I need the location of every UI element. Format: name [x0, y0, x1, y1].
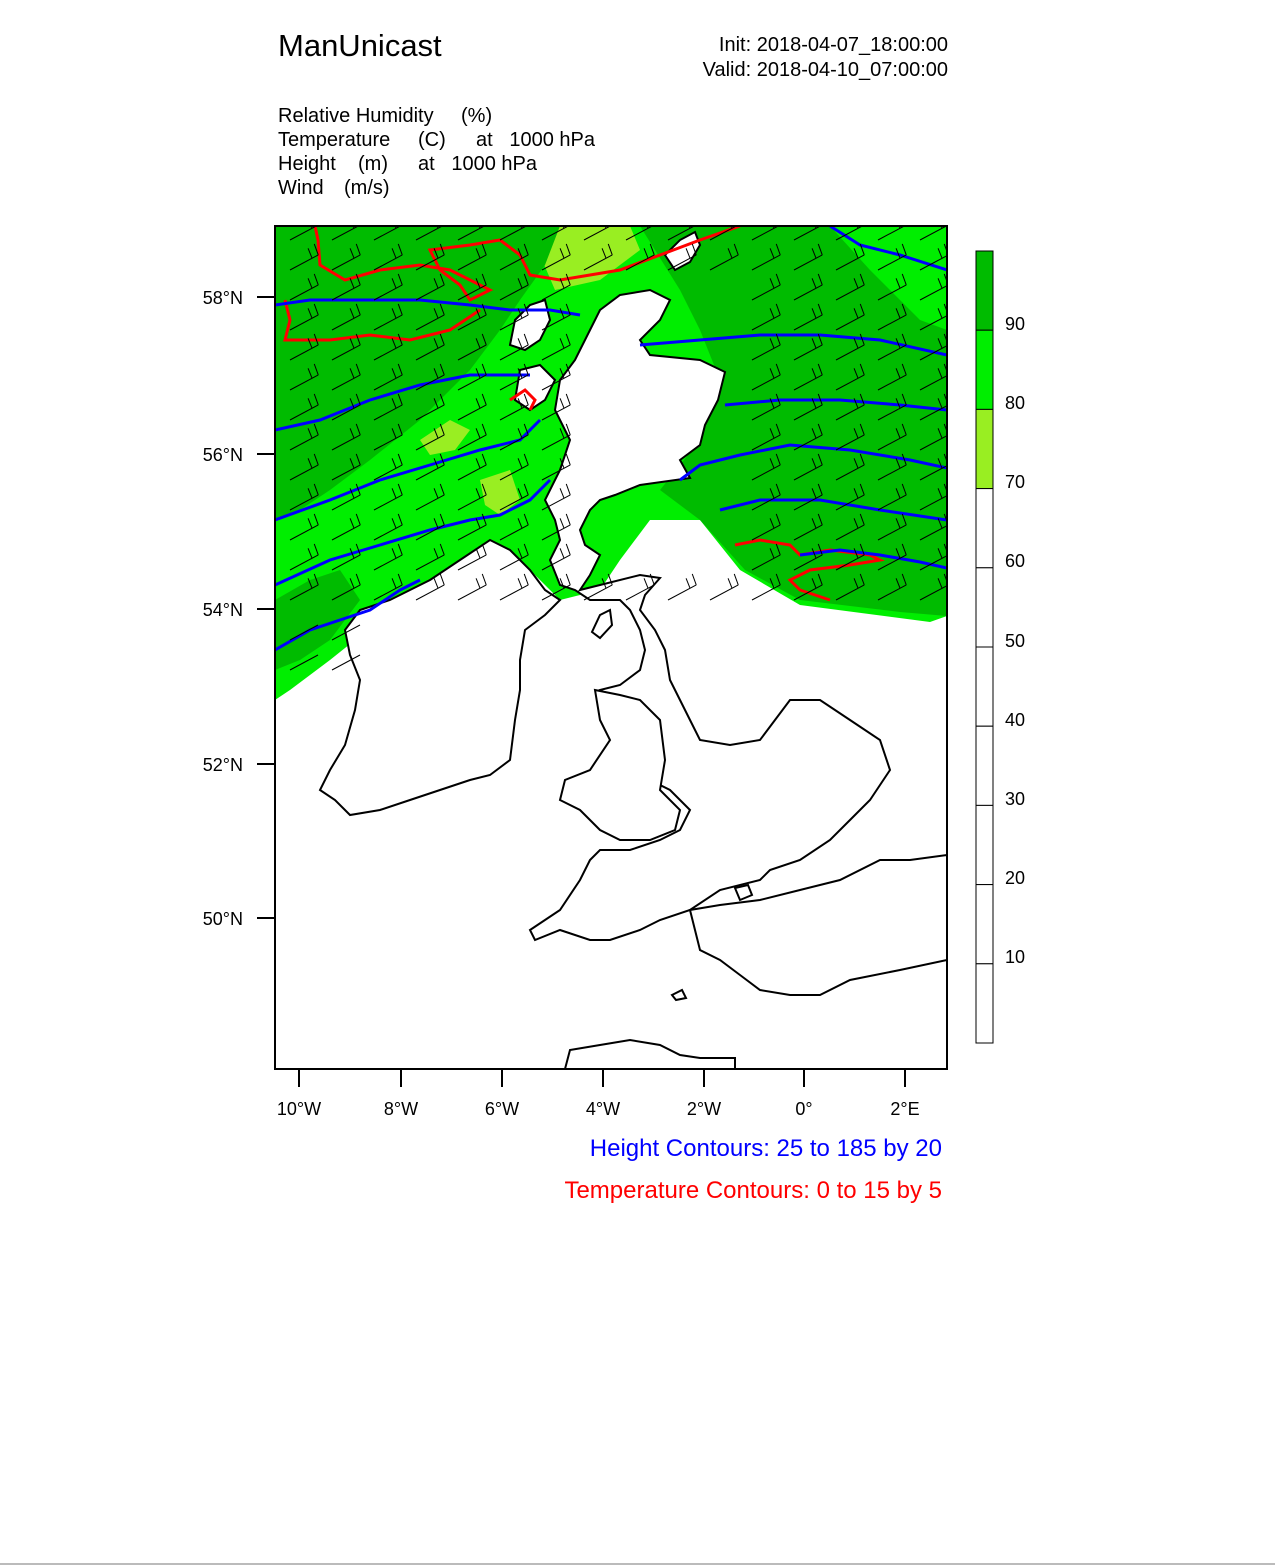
wind-barb-flag: [944, 214, 948, 225]
lat-tick-label: 52°N: [202, 755, 243, 775]
wind-barb-flag: [440, 214, 444, 225]
field-unit: (C): [418, 129, 446, 151]
colorbar-label: 30: [1005, 789, 1026, 809]
colorbar-label: 80: [1005, 393, 1026, 413]
lon-tick-label: 2°W: [686, 1099, 722, 1119]
lon-tick-label: 10°W: [276, 1099, 322, 1119]
field-unit: (m/s): [344, 177, 390, 199]
app-title: ManUnicast: [278, 28, 442, 63]
lat-tick-label: 50°N: [202, 909, 243, 929]
isle-of-man: [592, 610, 612, 638]
field-name: Temperature: [278, 129, 391, 151]
valid-time: Valid: 2018-04-10_07:00:00: [702, 59, 948, 81]
wind-barb: [752, 585, 780, 600]
colorbar-bin-80-90: [976, 330, 993, 409]
wind-barb-flag: [608, 214, 612, 225]
isle-of-wight: [735, 885, 752, 900]
colorbar-bin-60-70: [976, 489, 993, 568]
longitude-axis: [277, 1069, 920, 1119]
colorbar-bin-0-10: [976, 964, 993, 1043]
wind-barb: [668, 585, 696, 600]
page-bottom-border: [0, 1563, 1275, 1565]
wind-barb-flag: [356, 214, 360, 225]
temperature-contour-legend: Temperature Contours: 0 to 15 by 5: [564, 1177, 942, 1204]
lon-tick-label: 6°W: [484, 1099, 520, 1119]
channel-islands: [672, 990, 686, 1000]
colorbar-label: 20: [1005, 868, 1026, 888]
field-name: Height: [278, 153, 336, 175]
wind-barb-flag: [566, 214, 570, 225]
wind-barb-flag: [734, 574, 738, 585]
field-level: at 1000 hPa: [476, 129, 595, 151]
wind-barb-flag: [728, 578, 732, 588]
wind-barb-flag: [524, 214, 528, 225]
colorbar: [976, 251, 993, 1043]
wind-barb-flag: [314, 214, 318, 225]
colorbar-bin-90-100: [976, 251, 993, 330]
init-time: Init: 2018-04-07_18:00:00: [718, 34, 948, 56]
colorbar-label: 90: [1005, 314, 1026, 334]
colorbar-labels: [1005, 314, 1025, 967]
colorbar-bin-20-30: [976, 805, 993, 884]
height-contour-legend: Height Contours: 25 to 185 by 20: [589, 1135, 942, 1162]
colorbar-bin-50-60: [976, 568, 993, 647]
lon-tick-label: 4°W: [585, 1099, 621, 1119]
field-unit: (m): [358, 153, 388, 175]
field-level: at 1000 hPa: [418, 153, 537, 175]
wind-barb-flag: [902, 214, 906, 225]
field-unit: (%): [461, 105, 493, 127]
wind-barb-flag: [860, 214, 864, 225]
colorbar-label: 60: [1005, 551, 1026, 571]
field-name: Relative Humidity: [278, 105, 434, 127]
map-plot-area: [275, 214, 948, 1069]
wind-barb-flag: [734, 214, 738, 225]
wind-barb-flag: [776, 214, 780, 225]
france-coast: [565, 1040, 735, 1069]
latitude-axis: [203, 288, 275, 929]
lon-tick-label: 8°W: [383, 1099, 419, 1119]
field-name: Wind: [278, 177, 324, 199]
wind-barb-flag: [398, 214, 402, 225]
colorbar-bin-70-80: [976, 409, 993, 488]
wind-barb-flag: [650, 214, 654, 225]
lon-tick-label: 2°E: [890, 1099, 920, 1119]
colorbar-bin-30-40: [976, 726, 993, 805]
colorbar-label: 40: [1005, 710, 1026, 730]
lat-tick-label: 58°N: [202, 288, 243, 308]
lat-tick-label: 54°N: [202, 600, 243, 620]
wind-barb-flag: [692, 214, 696, 225]
wind-barb-flag: [686, 578, 690, 588]
colorbar-label: 50: [1005, 631, 1026, 651]
colorbar-bin-40-50: [976, 647, 993, 726]
colorbar-label: 10: [1005, 947, 1026, 967]
colorbar-label: 70: [1005, 472, 1026, 492]
colorbar-bin-10-20: [976, 885, 993, 964]
lon-tick-label: 0°: [795, 1099, 813, 1119]
wind-barb: [710, 585, 738, 600]
wind-barb-flag: [482, 214, 486, 225]
lat-tick-label: 56°N: [202, 445, 243, 465]
wind-barb-flag: [692, 574, 696, 585]
wind-barb-flag: [818, 214, 822, 225]
